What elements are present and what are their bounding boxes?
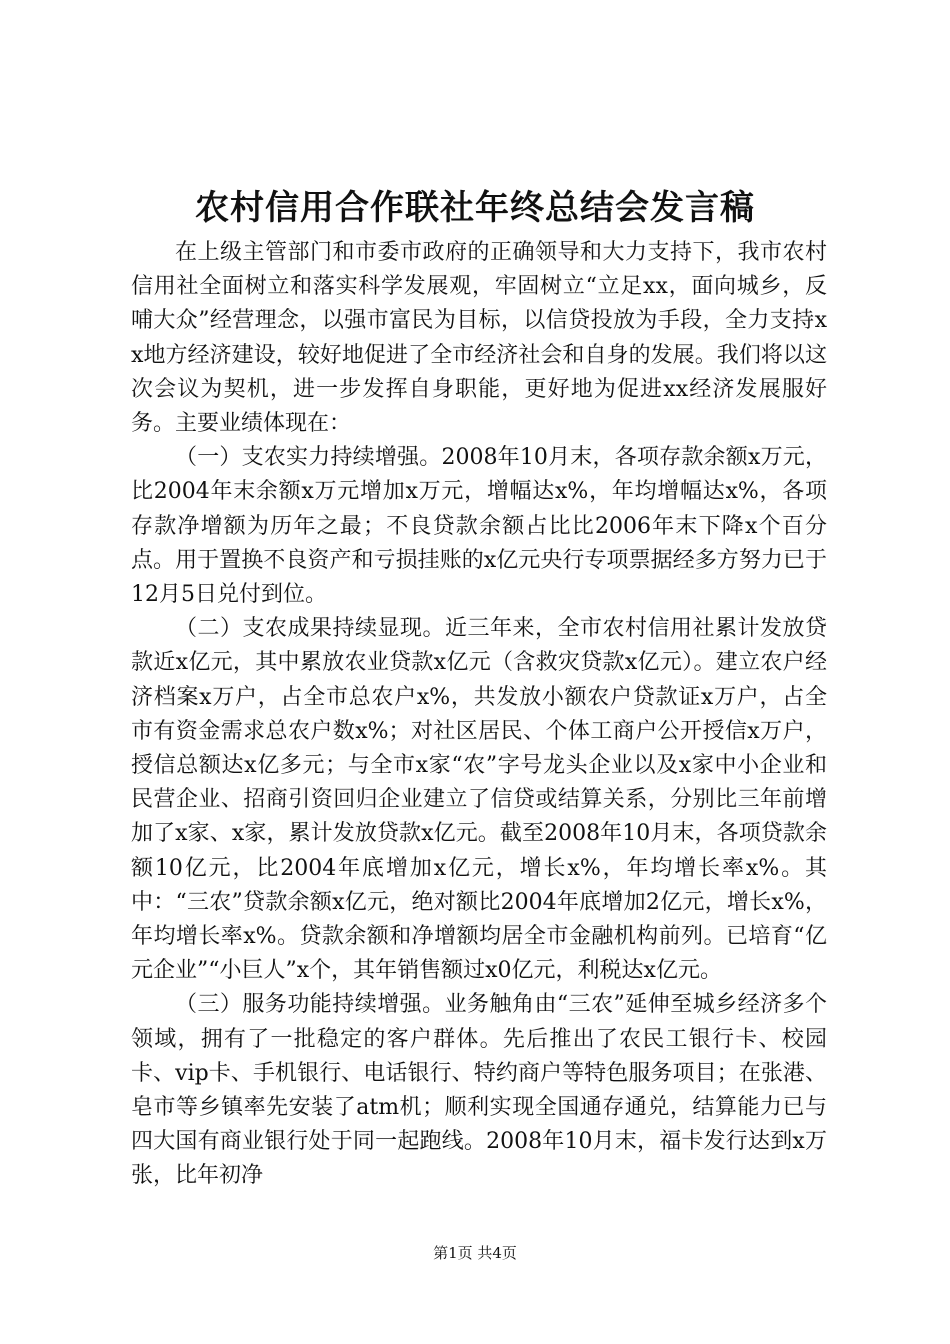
paragraph-section-3: （三）服务功能持续增强。业务触角由“三农”延伸至城乡经济多个领域，拥有了一批稳定的客户群体。先后推出了农民工银行卡、校园卡、vip卡、手机银行、电话银行、特约商户等特色服务项目；在张港、皂市等乡镇率先安装了atm机；顺利实现全国通存通兑，结算能力已与四大国有商业银行处于同一起跑线。2008年10月末，福卡发行达到x万张，比年初净 [131,992,827,1189]
page-footer: 第1页 共4页 [433,1244,517,1262]
paragraph-intro: 在上级主管部门和市委市政府的正确领导和大力支持下，我市农村信用社全面树立和落实科学发展观，牢固树立“立足xx，面向城乡，反哺大众”经营理念，以强市富民为目标，以信贷投放为手段，全力支持xx地方经济建设，较好地促进了全市经济社会和自身的发展。我们将以这次会议为契机，进一步发挥自身职能，更好地为促进xx经济发展服好务。主要业绩体现在： [131,240,827,437]
paragraph-section-2: （二）支农成果持续显现。近三年来，全市农村信用社累计发放贷款近x亿元，其中累放农业贷款x亿元（含救灾贷款x亿元）。建立农户经济档案x万户，占全市总农户x%，共发放小额农户贷款证x万户，占全市有资金需求总农户数x%；对社区居民、个体工商户公开授信x万户，授信总额达x亿多元；与全市x家“农”字号龙头企业以及x家中小企业和民营企业、招商引资回归企业建立了信贷或结算关系，分别比三年前增加了x家、x家，累计发放贷款x亿元。截至2008年10月末，各项贷款余额10亿元，比2004年底增加x亿元，增长x%，年均增长率x%。其中：“三农”贷款余额x亿元，绝对额比2004年底增加2亿元，增长x%，年均增长率x%。贷款余额和净增额均居全市金融机构前列。已培育“亿元企业”“小巨人”x个，其年销售额过x0亿元，利税达x亿元。 [131,616,827,984]
paragraph-section-1: （一）支农实力持续增强。2008年10月末，各项存款余额x万元，比2004年末余额x万元增加x万元，增幅达x%，年均增幅达x%，各项存款净增额为历年之最；不良贷款余额占比比2006年末下降x个百分点。用于置换不良资产和亏损挂账的x亿元央行专项票据经多方努力已于12月5日兑付到位。 [131,445,827,608]
document-title: 农村信用合作联社年终总结会发言稿 [195,188,755,228]
document-body [131,236,827,1194]
